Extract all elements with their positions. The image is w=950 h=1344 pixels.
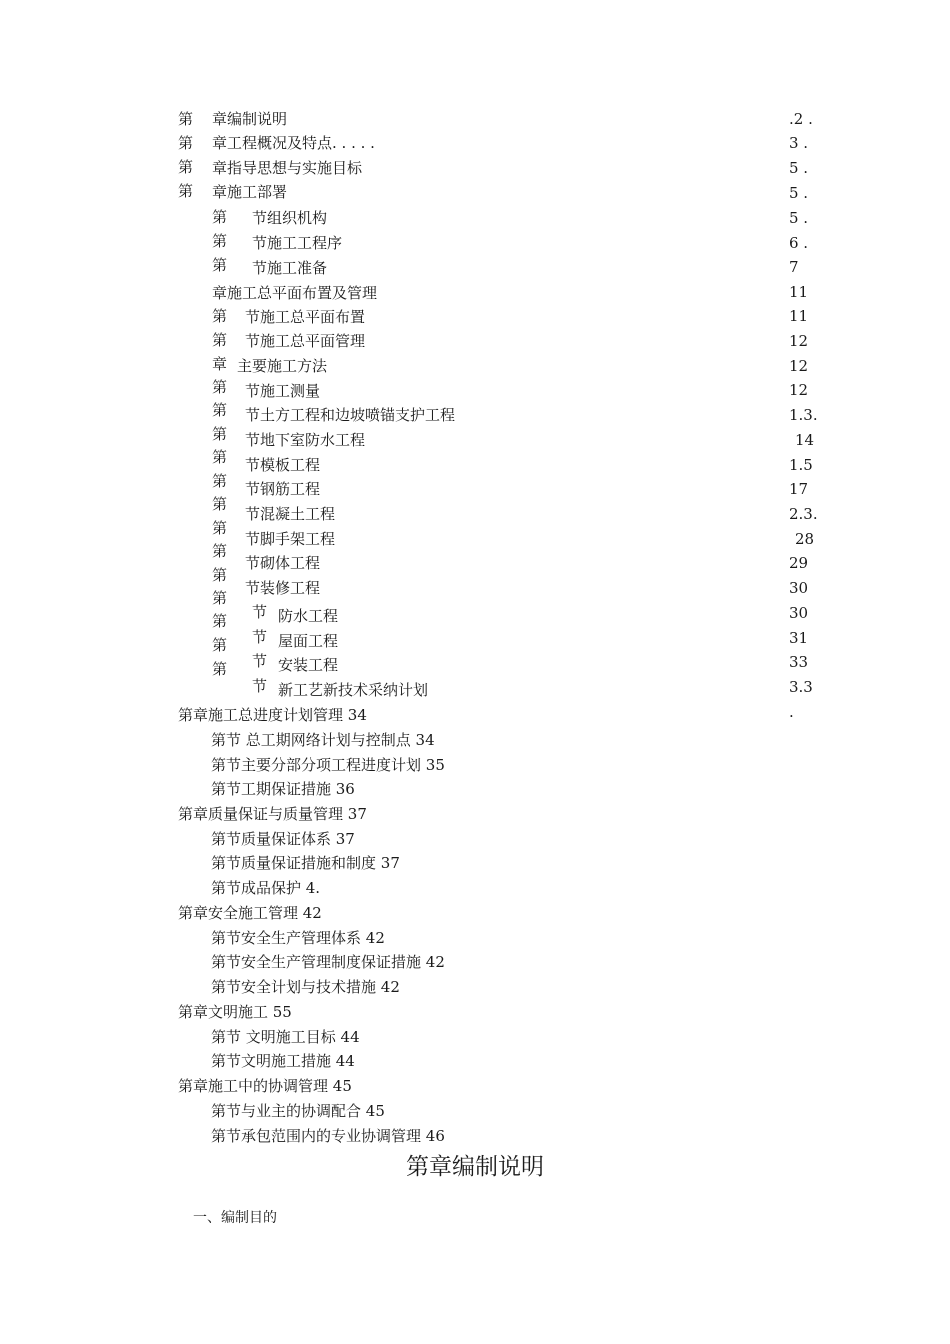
toc-prefix: 第	[212, 519, 228, 537]
toc-prefix: 第	[178, 182, 194, 200]
toc-prefix: 第	[212, 495, 228, 513]
toc-title: 主要施工方法	[237, 357, 328, 375]
toc-page: .	[789, 703, 794, 721]
toc-prefix: 第	[212, 232, 228, 250]
toc-title: 节土方工程和边坡喷锚支护工程	[245, 406, 456, 424]
toc-prefix: 节	[252, 652, 268, 670]
toc-page: 28	[795, 530, 815, 548]
toc-chapter-line: 第章施工总进度计划管理 34	[178, 706, 367, 724]
toc-title: 屋面工程	[278, 632, 339, 650]
toc-chapter-line: 第章质量保证与质量管理 37	[178, 805, 367, 823]
toc-prefix: 第	[212, 448, 228, 466]
toc-prefix: 节	[252, 603, 268, 621]
toc-page: 17	[789, 480, 809, 498]
toc-section-line: 第节质量保证措施和制度 37	[211, 854, 400, 872]
toc-section-line: 第节文明施工措施 44	[211, 1052, 355, 1070]
toc-section-line: 第节与业主的协调配合 45	[211, 1102, 385, 1120]
toc-page: 11	[789, 307, 809, 325]
toc-title: 节施工工程序	[252, 234, 343, 252]
toc-title: 节混凝土工程	[245, 505, 336, 523]
toc-title: 节施工总平面管理	[245, 332, 366, 350]
toc-title: 节地下室防水工程	[245, 431, 366, 449]
toc-prefix: 第	[212, 307, 228, 325]
toc-page: 14	[795, 431, 815, 449]
toc-page: 12	[789, 332, 809, 350]
toc-page: 6 .	[789, 234, 809, 252]
toc-title: 章施工总平面布置及管理	[212, 284, 378, 302]
toc-page: 5 .	[789, 159, 809, 177]
chapter-heading: 第章编制说明	[406, 1154, 544, 1180]
toc-prefix: 第	[212, 378, 228, 396]
toc-page: 2.3.	[789, 505, 818, 523]
toc-prefix: 第	[212, 472, 228, 490]
toc-title: 章施工部署	[212, 183, 288, 201]
toc-section-line: 第节 文明施工目标 44	[211, 1028, 360, 1046]
toc-title: 节钢筋工程	[245, 480, 321, 498]
toc-page: 29	[789, 554, 809, 572]
toc-page: 1.3.	[789, 406, 818, 424]
toc-page: 33	[789, 653, 809, 671]
toc-section-line: 第节安全计划与技术措施 42	[211, 978, 400, 996]
toc-page: 5 .	[789, 184, 809, 202]
toc-prefix: 第	[212, 612, 228, 630]
toc-prefix: 第	[212, 589, 228, 607]
toc-title: 节模板工程	[245, 456, 321, 474]
toc-section-line: 第节主要分部分项工程进度计划 35	[211, 756, 445, 774]
toc-page: .2 .	[789, 110, 813, 128]
toc-prefix: 第	[212, 425, 228, 443]
toc-prefix: 第	[212, 208, 228, 226]
section-heading: 一、编制目的	[193, 1210, 277, 1226]
toc-title: 节施工测量	[245, 382, 321, 400]
toc-section-line: 第节 总工期网络计划与控制点 34	[211, 731, 435, 749]
toc-title: 节装修工程	[245, 579, 321, 597]
toc-prefix: 第	[212, 542, 228, 560]
toc-title: 章指导思想与实施目标	[212, 159, 363, 177]
toc-page: 30	[789, 579, 809, 597]
toc-page: 31	[789, 629, 809, 647]
toc-title: 安装工程	[278, 656, 339, 674]
toc-title: 节脚手架工程	[245, 530, 336, 548]
toc-prefix: 节	[252, 677, 268, 695]
toc-prefix: 第	[212, 566, 228, 584]
toc-prefix: 第	[178, 158, 194, 176]
toc-section-line: 第节成品保护 4.	[211, 879, 321, 897]
toc-chapter-line: 第章施工中的协调管理 45	[178, 1077, 352, 1095]
toc-prefix: 第	[212, 660, 228, 678]
toc-title: 节砌体工程	[245, 554, 321, 572]
toc-page: 30	[789, 604, 809, 622]
toc-section-line: 第节安全生产管理体系 42	[211, 929, 385, 947]
toc-chapter-line: 第章安全施工管理 42	[178, 904, 322, 922]
toc-page: 3 .	[789, 134, 809, 152]
toc-section-line: 第节工期保证措施 36	[211, 780, 355, 798]
toc-page: 12	[789, 381, 809, 399]
toc-prefix: 第	[212, 636, 228, 654]
toc-prefix: 节	[252, 628, 268, 646]
toc-title: 新工艺新技术采纳计划	[278, 681, 429, 699]
toc-title: 章工程概况及特点. . . . .	[212, 134, 375, 152]
toc-chapter-line: 第章文明施工 55	[178, 1003, 292, 1021]
toc-section-line: 第节承包范围内的专业协调管理 46	[211, 1127, 445, 1145]
toc-prefix: 第	[178, 134, 194, 152]
toc-section-line: 第节安全生产管理制度保证措施 42	[211, 953, 445, 971]
toc-prefix: 第	[212, 401, 228, 419]
toc-page: 11	[789, 283, 809, 301]
toc-prefix: 章	[212, 355, 228, 373]
toc-title: 节组织机构	[252, 209, 328, 227]
toc-page: 7	[789, 258, 799, 276]
toc-page: 1.5	[789, 456, 813, 474]
toc-title: 章编制说明	[212, 110, 288, 128]
toc-title: 防水工程	[278, 607, 339, 625]
toc-page: 12	[789, 357, 809, 375]
toc-title: 节施工总平面布置	[245, 308, 366, 326]
toc-page: 5 .	[789, 209, 809, 227]
toc-prefix: 第	[212, 331, 228, 349]
toc-prefix: 第	[212, 256, 228, 274]
toc-title: 节施工准备	[252, 259, 328, 277]
toc-prefix: 第	[178, 110, 194, 128]
toc-section-line: 第节质量保证体系 37	[211, 830, 355, 848]
toc-page: 3.3	[789, 678, 813, 696]
